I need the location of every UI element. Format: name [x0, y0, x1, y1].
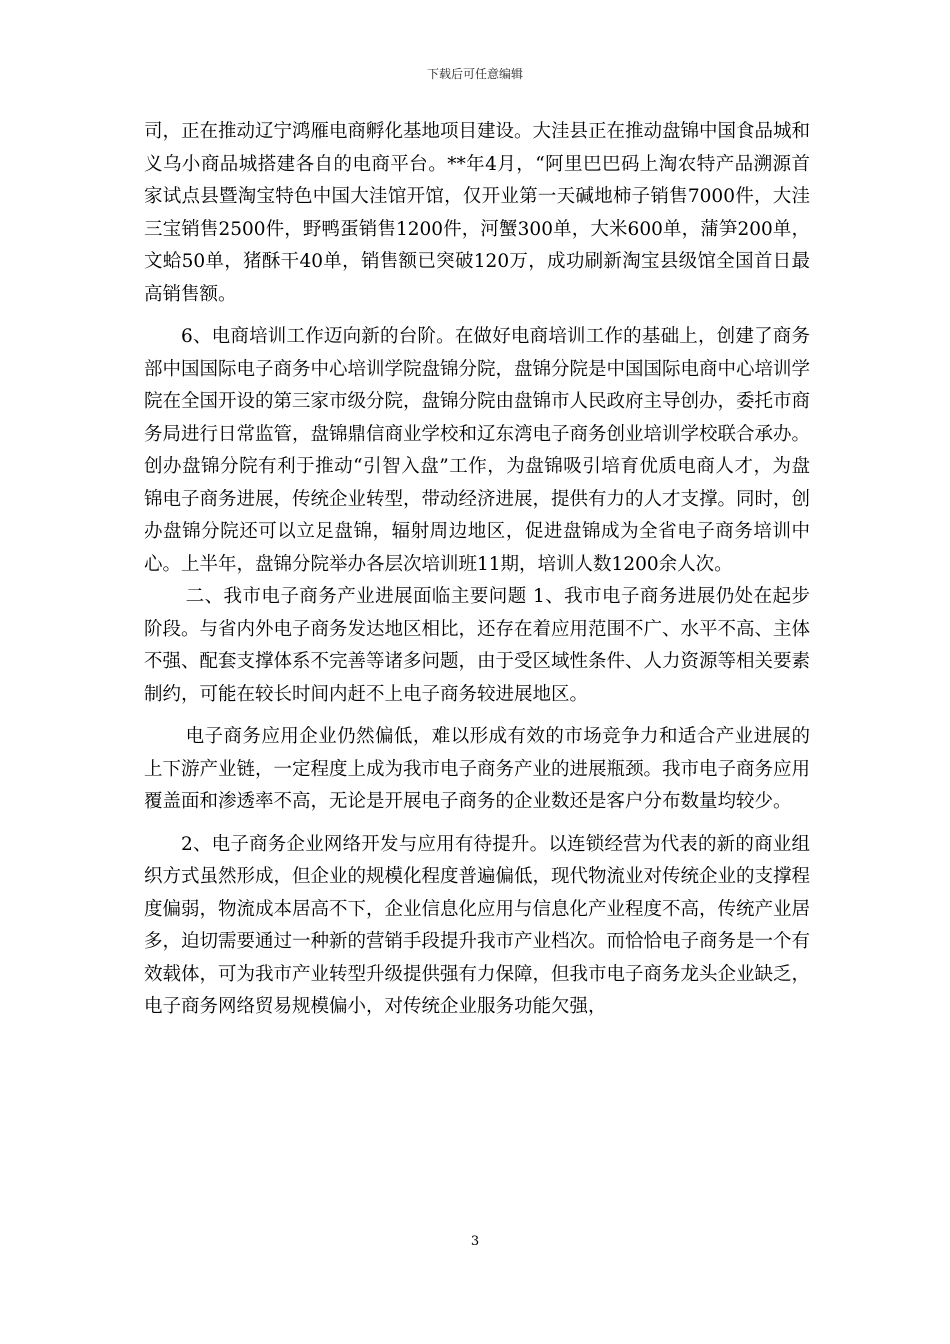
- paragraph-network-development: 2、电子商务企业网络开发与应用有待提升。以连锁经营为代表的新的商业组织方式虽然形成，但企业的规模化程度普遍偏低，现代物流业对传统企业的支撑程度偏弱，物流成本居高不下，企业信息化应用与信息化产业程度不高，传统产业居多，迫切需要通过一种新的营销手段提升我市产业档次。而恰恰电子商务是一个有效载体，可为我市产业转型升级提供强有力保障，但我市电子商务龙头企业缺乏，电子商务网络贸易规模偏小，对传统企业服务功能欠强，: [144, 833, 811, 1017]
- paragraph-problems-heading: 二、我市电子商务产业进展面临主要问题 1、我市电子商务进展仍处在起步阶段。与省内外电子商务发达地区相比，还存在着应用范围不广、水平不高、主体不强、配套支撑体系不完善等诸多问题，由于受区域性条件、人力资源等相关要素制约，可能在较长时间内赶不上电子商务较进展地区。: [144, 586, 811, 705]
- page-number: 3: [470, 1234, 480, 1249]
- paragraph-continued: 司，正在推动辽宁鸿雁电商孵化基地项目建设。大洼县正在推动盘锦中国食品城和义乌小商品城搭建各自的电商平台。**年4月，“阿里巴巴码上淘农特产品溯源首家试点县暨淘宝特色中国大洼馆开馆，仅开业第一天碱地柿子销售7000件，大洼三宝销售2500件，野鸭蛋销售1200件，河蟹300单，大米600单，蒲笋200单，文蛤50单，猪酥干40单，销售额已突破120万，成功刷新淘宝县级馆全国首日最高销售额。: [144, 121, 811, 305]
- page-header: 下载后可任意编辑: [426, 67, 523, 81]
- paragraph-ecommerce-training: 6、电商培训工作迈向新的台阶。在做好电商培训工作的基础上，创建了商务部中国国际电子商务中心培训学院盘锦分院，盘锦分院是中国国际电商中心培训学院在全国开设的第三家市级分院，盘锦分院由盘锦市人民政府主导创办，委托市商务局进行日常监管，盘锦鼎信商业学校和辽东湾电子商务创业培训学校联合承办。创办盘锦分院有利于推动“引智入盘”工作，为盘锦吸引培育优质电商人才，为盘锦电子商务进展，传统企业转型，带动经济进展，提供有力的人才支撑。同时，创办盘锦分院还可以立足盘锦，辐射周边地区，促进盘锦成为全省电子商务培训中心。上半年，盘锦分院举办各层次培训班11期，培训人数1200余人次。: [144, 326, 811, 575]
- paragraph-application-enterprises: 电子商务应用企业仍然偏低，难以形成有效的市场竞争力和适合产业进展的上下游产业链，一定程度上成为我市电子商务产业的进展瓶颈。我市电子商务应用覆盖面和渗透率不高，无论是开展电子商务的企业数还是客户分布数量均较少。: [144, 726, 811, 812]
- document-body: [144, 116, 810, 1024]
